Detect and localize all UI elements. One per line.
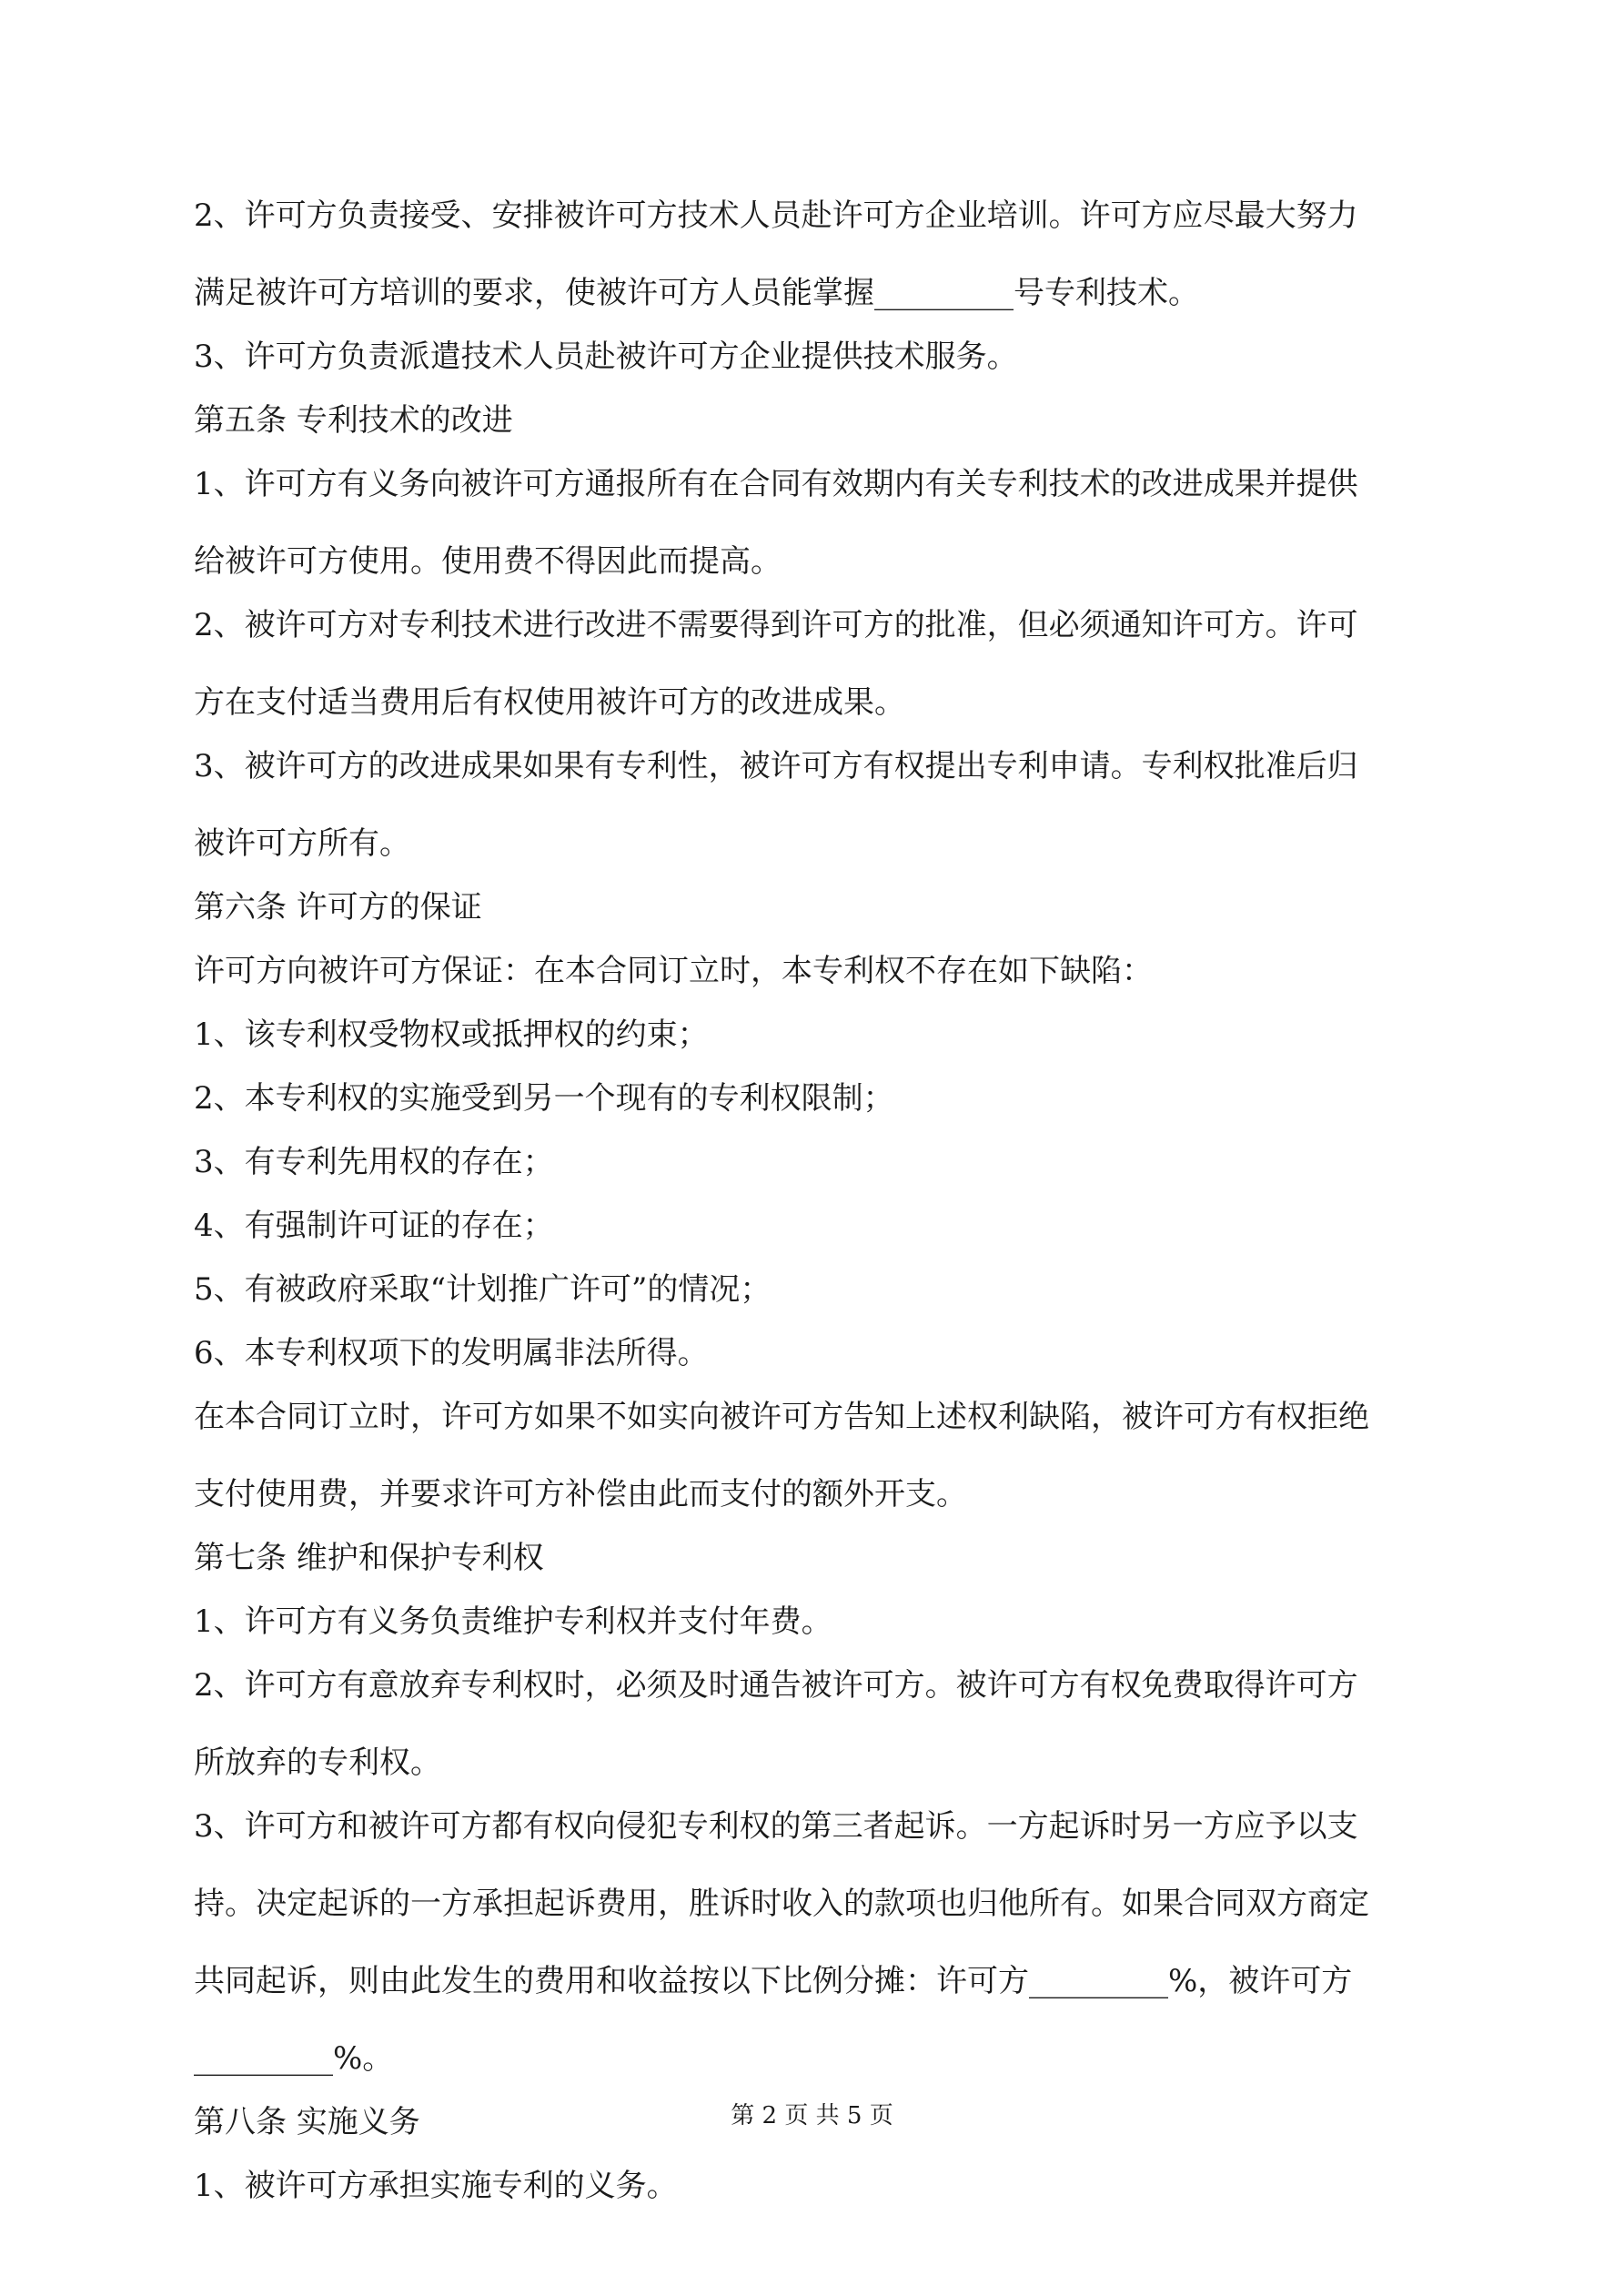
text-line: 共同起诉，则由此发生的费用和收益按以下比例分摊：许可方_________%，被许可方 <box>194 1963 1353 1999</box>
text-line: 方在支付适当费用后有权使用被许可方的改进成果。 <box>194 684 905 721</box>
text-line: 被许可方所有。 <box>194 825 410 862</box>
text-line: 2、本专利权的实施受到另一个现有的专利权限制； <box>194 1080 894 1117</box>
text-line: 3、有专利先用权的存在； <box>194 1144 554 1180</box>
page-footer: 第 2 页 共 5 页 <box>731 2102 893 2129</box>
text-line: 第六条 许可方的保证 <box>194 889 482 925</box>
text-line: 持。决定起诉的一方承担起诉费用，胜诉时收入的款项也归他所有。如果合同双方商定 <box>194 1886 1369 1922</box>
text-line: 3、许可方负责派遣技术人员赴被许可方企业提供技术服务。 <box>194 339 1018 375</box>
text-line: 1、许可方有义务负责维护专利权并支付年费。 <box>194 1603 832 1640</box>
text-line: 6、本专利权项下的发明属非法所得。 <box>194 1335 709 1371</box>
text-line: 3、被许可方的改进成果如果有专利性，被许可方有权提出专利申请。专利权批准后归 <box>194 748 1358 784</box>
text-line: 许可方向被许可方保证：在本合同订立时，本专利权不存在如下缺陷： <box>194 953 1153 989</box>
text-line: 支付使用费，并要求许可方补偿由此而支付的额外开支。 <box>194 1476 967 1512</box>
text-line: 第八条 实施义务 <box>194 2104 420 2140</box>
text-line: 在本合同订立时，许可方如果不如实向被许可方告知上述权利缺陷，被许可方有权拒绝 <box>194 1399 1369 1435</box>
text-line: 2、被许可方对专利技术进行改进不需要得到许可方的批准，但必须通知许可方。许可 <box>194 607 1358 643</box>
text-line: 第五条 专利技术的改进 <box>194 402 513 439</box>
text-line: 所放弃的专利权。 <box>194 1745 441 1781</box>
text-line: 1、该专利权受物权或抵押权的约束； <box>194 1017 709 1053</box>
text-line: 第七条 维护和保护专利权 <box>194 1540 544 1576</box>
text-line: 2、许可方负责接受、安排被许可方技术人员赴许可方企业培训。许可方应尽最大努力 <box>194 197 1358 234</box>
text-line: 满足被许可方培训的要求，使被许可方人员能掌握_________号专利技术。 <box>194 275 1199 311</box>
text-line: 给被许可方使用。使用费不得因此而提高。 <box>194 543 782 580</box>
text-line: 3、许可方和被许可方都有权向侵犯专利权的第三者起诉。一方起诉时另一方应予以支 <box>194 1808 1358 1845</box>
text-line: 1、被许可方承担实施专利的义务。 <box>194 2168 678 2204</box>
text-line: 5、有被政府采取“计划推广许可”的情况； <box>194 1271 772 1308</box>
text-line: 4、有强制许可证的存在； <box>194 1208 554 1244</box>
text-line: _________%。 <box>194 2040 394 2077</box>
text-line: 2、许可方有意放弃专利权时，必须及时通告被许可方。被许可方有权免费取得许可方 <box>194 1667 1358 1704</box>
text-line: 1、许可方有义务向被许可方通报所有在合同有效期内有关专利技术的改进成果并提供 <box>194 466 1358 502</box>
